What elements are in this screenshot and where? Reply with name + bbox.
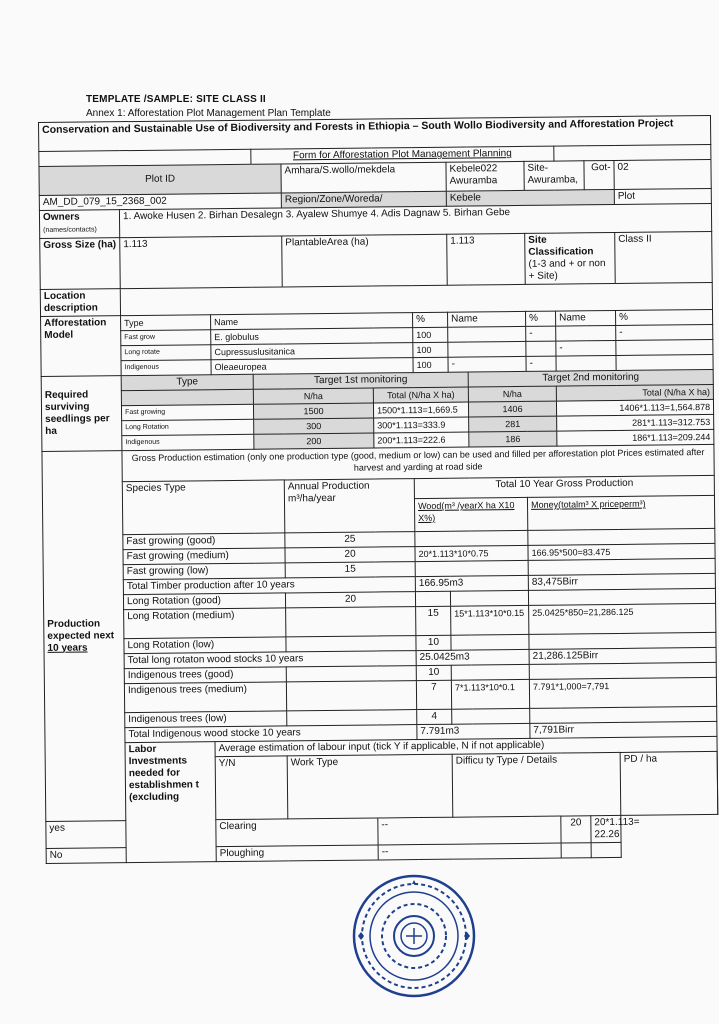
annual-production-header: Annual Production m³/ha/year — [284, 479, 415, 533]
table-row: Indigenous trees (medium) 7 7*1.113*10*0.1 7.791*1,000=7,791 — [44, 677, 716, 713]
plot-number: 02 — [614, 159, 711, 189]
table-row: Long Rotation 300 300*1.113=333.9 281 281*1.113=312.753 — [42, 414, 714, 436]
model-name-header: Name — [211, 313, 413, 330]
total-timber-wood: 166.95m3 — [415, 575, 528, 591]
site-continued: Awuramba — [449, 175, 498, 187]
table-row: Indigenous trees (good) 10 — [44, 662, 716, 684]
work-type-header: Work Type — [287, 754, 453, 819]
production-type: Fast growing (medium) — [123, 548, 285, 565]
money-header: Money(totalm³ X priceperm³) — [527, 495, 714, 530]
table-row: Indigenous 200 200*1.113=222.6 186 186*1.113=209.244 — [42, 429, 714, 451]
table-row: No Ploughing -- — [46, 841, 718, 863]
seedling-type: Fast growing — [121, 404, 253, 420]
plot-label: Plot — [614, 188, 711, 204]
model-type-header: Type — [121, 315, 211, 331]
table-row: Fast growing (good) 25 — [43, 528, 715, 550]
plot-id-label: Plot ID — [39, 164, 281, 196]
gross-size-label: Gross Size (ha) — [40, 238, 121, 290]
production-type: Indigenous trees (good) — [124, 667, 286, 684]
target1-header: Target 1st monitoring — [253, 372, 468, 389]
form-title: Form for Afforestation Plot Management Planning — [251, 146, 554, 164]
total-timber-money: 83,475Birr — [528, 573, 715, 590]
total-long-label: Total long rotaton wood stocks 10 years — [124, 651, 416, 669]
labor-note: Average estimation of labour input (tick Y if applicable, N if not applicable) — [215, 736, 717, 756]
total-long-money: 21,286.125Birr — [529, 647, 716, 664]
site-value: Site-Awuramba, — [524, 161, 584, 191]
labor-label: Labor Investments needed for establishmen t (excluding — [125, 742, 216, 863]
official-seal-icon — [346, 872, 482, 1000]
got-label: Got- — [584, 160, 614, 189]
model-percent: 100 — [413, 327, 448, 342]
labor-work-type: Ploughing — [216, 845, 378, 862]
production-type: Fast growing (good) — [123, 533, 285, 550]
model-species: E. globulus — [211, 328, 413, 345]
table-row: Long rotate Cupressuslusitanica 100 - — [41, 339, 713, 361]
owners-sublabel: (names/contacts) — [43, 226, 97, 234]
total-formula-header: Total (N/ha X ha) — [373, 387, 468, 403]
total-long-wood: 25.0425m3 — [416, 649, 529, 665]
gross-size-value: 1.113 — [120, 236, 283, 289]
total-timber-label: Total Timber production after 10 years — [123, 577, 415, 595]
site-class-value: Class II — [615, 231, 713, 283]
seedling-type: Indigenous — [122, 434, 254, 450]
kebele-label: Kebele — [446, 189, 614, 206]
total-indigenous-money: 7,791Birr — [530, 721, 717, 738]
production-type: Fast growing (low) — [123, 563, 285, 580]
location-label: Location description — [40, 289, 120, 317]
total-indigenous-label: Total Indigenous wood stocke 10 years — [125, 725, 417, 743]
total-indigenous-wood: 7.791m3 — [417, 723, 530, 739]
labor-work-type: Clearing — [216, 818, 378, 847]
project-title: Conservation and Sustainable Use of Biodiversity and Forests in Ethiopia – South Wollo Biodiversity and Afforestation Project — [39, 115, 711, 151]
species-type-header: Species Type — [122, 480, 285, 535]
model-type: Fast grow — [121, 330, 211, 346]
annex-heading: Annex 1: Afforestation Plot Management Plan Template — [86, 108, 331, 119]
plantable-area-value: 1.113 — [447, 233, 526, 285]
table-row: Fast grow E. globulus 100 - - — [41, 324, 713, 346]
model-species: Cupressuslusitanica — [211, 343, 413, 360]
total-formula2-header: Total (N/ha X ha) — [556, 384, 713, 401]
model-name3-header: Name — [556, 310, 616, 326]
seedlings-label: Required surviving seedlings per ha — [41, 376, 122, 452]
model-type: Indigenous — [121, 360, 211, 376]
n-ha2-header: N/ha — [468, 386, 556, 402]
model-percent: 100 — [413, 357, 448, 372]
size-row — [40, 231, 713, 289]
table-row: Fast growing 1500 1500*1.113=1,669.5 1406 1406*1.113=1,564.878 — [41, 399, 713, 421]
production-label: Production expected next — [47, 617, 115, 642]
target2-header: Target 2nd monitoring — [468, 369, 713, 387]
labor-yn: No — [46, 847, 216, 864]
table-row: Fast growing (medium) 20 20*1.113*10*0.75 166.95*500=83.475 — [43, 543, 715, 565]
site-class-label: Site Classification — [528, 234, 594, 258]
seedling-type: Long Rotation — [122, 419, 254, 435]
difficulty-header: Difficu ty Type / Details — [452, 752, 621, 817]
total-10-year-header: Total 10 Year Gross Production — [414, 475, 714, 498]
model-species: Oleaeuropea — [211, 358, 413, 375]
plan-form — [38, 115, 711, 875]
table-row: Long Rotation (low) 10 — [44, 632, 716, 654]
yn-header: Y/N — [215, 756, 288, 820]
n-ha-header: N/ha — [253, 388, 373, 404]
table-row: Fast growing (low) 15 — [43, 558, 715, 580]
table-row: Long Rotation (good) 20 — [43, 588, 715, 610]
model-pct3-header: % — [616, 309, 713, 325]
afforestation-model-label: Afforestation Model — [41, 316, 122, 377]
model-percent: 100 — [413, 342, 448, 357]
production-type: Long Rotation (medium) — [124, 608, 286, 639]
production-type: Indigenous trees (low) — [125, 711, 287, 728]
model-pct-header: % — [413, 312, 448, 327]
region-label: Region/Zone/Woreda/ — [281, 191, 446, 208]
table-row: Long Rotation (medium) 15 15*1.113*10*0.15 25.0425*850=21,286.125 — [44, 603, 716, 639]
seedlings-type-header: Type — [121, 374, 253, 390]
model-type: Long rotate — [121, 345, 211, 361]
plan-table — [38, 115, 719, 864]
template-heading: TEMPLATE /SAMPLE: SITE CLASS II — [86, 94, 266, 105]
pd-ha-header: PD / ha — [620, 751, 718, 815]
table-row: Indigenous Oleaeuropea 100 - - — [41, 354, 713, 376]
site-class-note: (1-3 and + or non + Site) — [528, 258, 606, 282]
plantable-area-label: PlantableArea (ha) — [282, 234, 448, 287]
model-pct2-header: % — [526, 311, 556, 326]
production-type: Indigenous trees (medium) — [124, 682, 286, 713]
production-type: Long Rotation (low) — [124, 637, 286, 654]
plot-id-value: AM_DD_079_15_2368_002 — [39, 193, 281, 211]
production-note: Gross Production estimation (only one production type (good, medium or low) can be used and filled per afforestation plot Prices estimated after harvest and yarding at road side — [122, 444, 714, 481]
model-name2-header: Name — [448, 311, 526, 327]
labor-yn: yes — [46, 820, 216, 849]
production-type: Long Rotation (good) — [123, 593, 285, 610]
owners-list: 1. Awoke Husen 2. Birhan Desalegn 3. Ayalew Shumye 4. Adis Dagnaw 5. Birhan Gebe — [119, 203, 711, 237]
production-years: 10 years — [47, 642, 88, 654]
region-value: Amhara/S.wollo/mekdela — [281, 162, 446, 193]
table-row: Indigenous trees (low) 4 — [45, 706, 717, 728]
kebele-value: Kebele022 — [449, 163, 498, 175]
owners-label: Owners — [42, 211, 80, 223]
wood-header: Wood(m³ /yearX ha X10 X%) — [414, 497, 527, 531]
table-row: yes Clearing -- 20 20*1.113= 22.26 — [46, 814, 718, 848]
